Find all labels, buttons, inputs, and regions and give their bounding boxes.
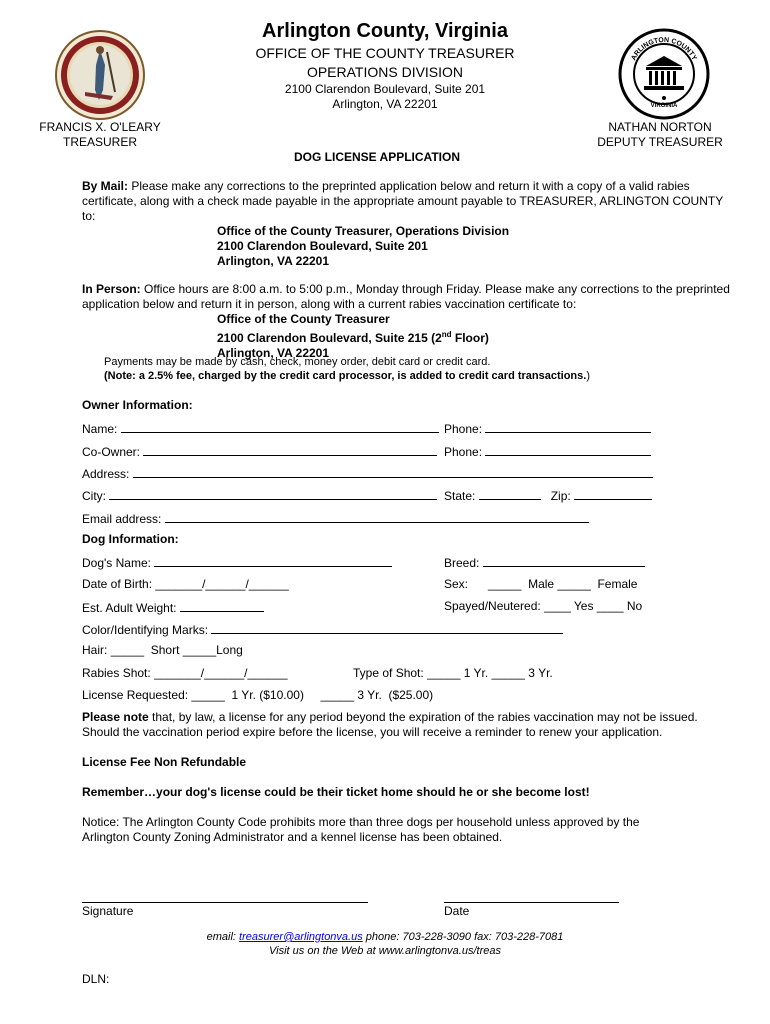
footer-contact: email: treasurer@arlingtonva.us phone: 703-228-3090 fax: 703-228-7081 bbox=[206, 931, 564, 943]
division-name: OPERATIONS DIVISION bbox=[306, 64, 464, 80]
credit-card-fee-note: (Note: a 2.5% fee, charged by the credit card processor, is added to credit card transactions.) bbox=[104, 370, 590, 382]
in-person-address-line3: Arlington, VA 22201 bbox=[217, 346, 330, 360]
seal-top-text: ARLINGTON COUNTY bbox=[630, 36, 698, 62]
in-person-label: In Person: bbox=[82, 282, 141, 296]
by-mail-paragraph bbox=[82, 179, 732, 224]
owner-phone-row: Phone: bbox=[444, 420, 651, 436]
license-1yr-option[interactable]: _____ 1 Yr. ($10.00) bbox=[191, 688, 304, 702]
header-address-line2: Arlington, VA 22201 bbox=[332, 97, 438, 111]
sex-row: Sex: _____ Male _____ Female bbox=[444, 577, 638, 591]
dog-name-row: Dog's Name: bbox=[82, 554, 392, 570]
footer-web: Visit us on the Web at www.arlingtonva.us/treas bbox=[269, 945, 501, 957]
weight-field[interactable] bbox=[180, 599, 264, 612]
deputy-name: NATHAN NORTON bbox=[608, 120, 712, 134]
spayed-row: Spayed/Neutered: ____ Yes ____ No bbox=[444, 599, 643, 613]
mail-address-line3: Arlington, VA 22201 bbox=[217, 254, 330, 268]
license-3yr-option[interactable]: _____ 3 Yr. ($25.00) bbox=[320, 688, 434, 702]
address-row: Address: bbox=[82, 465, 653, 481]
state-zip-row: State: Zip: bbox=[444, 487, 652, 503]
in-person-address-line1: Office of the County Treasurer bbox=[217, 312, 390, 326]
shot-type-row: Type of Shot: _____ 1 Yr. _____ 3 Yr. bbox=[353, 666, 553, 680]
weight-row: Est. Adult Weight: bbox=[82, 599, 264, 615]
owner-info-heading: Owner Information: bbox=[82, 398, 193, 412]
date-label: Date bbox=[444, 904, 470, 918]
remember-note: Remember…your dog's license could be their ticket home should he or she become lost! bbox=[82, 785, 590, 799]
spayed-no-option[interactable]: ____ No bbox=[596, 599, 643, 613]
office-name: OFFICE OF THE COUNTY TREASURER bbox=[255, 45, 515, 61]
header-address-line1: 2100 Clarendon Boulevard, Suite 201 bbox=[284, 82, 486, 96]
breed-field[interactable] bbox=[483, 554, 645, 567]
hair-short-option[interactable]: _____ Short bbox=[110, 643, 180, 657]
in-person-address-line2: 2100 Clarendon Boulevard, Suite 215 (2nd Floor) bbox=[217, 330, 489, 345]
signature-line[interactable] bbox=[82, 902, 368, 903]
breed-row: Breed: bbox=[444, 554, 645, 570]
page-title: Arlington County, Virginia bbox=[262, 20, 508, 42]
hair-long-option[interactable]: _____Long bbox=[182, 643, 243, 657]
sex-male-option[interactable]: _____ Male bbox=[488, 577, 555, 591]
by-mail-text: Please make any corrections to the preprinted application below and return it with a copy of a valid rabies certificate, along with a check made payable in the appropriate amount payable to TREASURER, ARLINGTON COUNTY to: bbox=[82, 179, 723, 223]
mail-address-block bbox=[217, 224, 509, 269]
in-person-text: Office hours are 8:00 a.m. to 5:00 p.m., Monday through Friday. Please make any corrections to the preprinted application below and return it in person, along with a current rabies vaccination certificate to: bbox=[82, 282, 730, 311]
form-title: DOG LICENSE APPLICATION bbox=[293, 150, 460, 164]
in-person-paragraph bbox=[82, 282, 732, 312]
coowner-row: Co-Owner: bbox=[82, 443, 437, 459]
coowner-phone-row: Phone: bbox=[444, 443, 651, 459]
in-person-address-block bbox=[217, 312, 489, 361]
signature-label: Signature bbox=[82, 904, 134, 918]
dob-field[interactable]: _______/______/______ bbox=[155, 577, 289, 591]
rabies-date-field[interactable]: _______/______/______ bbox=[154, 666, 288, 680]
shot-1yr-option[interactable]: _____ 1 Yr. bbox=[427, 666, 489, 680]
treasurer-email-link[interactable]: treasurer@arlingtonva.us bbox=[239, 931, 363, 943]
by-mail-label: By Mail: bbox=[82, 179, 129, 193]
sex-female-option[interactable]: _____ Female bbox=[557, 577, 638, 591]
dln-label: DLN: bbox=[82, 972, 110, 986]
zip-field[interactable] bbox=[574, 487, 652, 500]
non-refundable-note: License Fee Non Refundable bbox=[82, 755, 247, 769]
state-field[interactable] bbox=[479, 487, 541, 500]
date-line[interactable] bbox=[444, 902, 619, 903]
coowner-phone-field[interactable] bbox=[485, 443, 651, 456]
mail-address-line1: Office of the County Treasurer, Operations Division bbox=[217, 224, 510, 238]
dog-info-heading: Dog Information: bbox=[82, 532, 179, 546]
owner-name-row: Name: bbox=[82, 420, 439, 436]
treasurer-name: FRANCIS X. O'LEARY bbox=[39, 120, 161, 134]
email-field[interactable] bbox=[165, 510, 589, 523]
city-row: City: bbox=[82, 487, 437, 503]
dob-row: Date of Birth: _______/______/______ bbox=[82, 577, 289, 591]
license-row: License Requested: _____ 1 Yr. ($10.00) _____ 3 Yr. ($25.00) bbox=[82, 688, 434, 702]
spayed-yes-option[interactable]: ____ Yes bbox=[544, 599, 594, 613]
coowner-name-field[interactable] bbox=[143, 443, 437, 456]
city-field[interactable] bbox=[109, 487, 437, 500]
seal-bottom-text: VIRGINIA bbox=[650, 103, 678, 109]
email-row: Email address: bbox=[82, 510, 589, 526]
mail-address-line2: 2100 Clarendon Boulevard, Suite 201 bbox=[217, 239, 428, 253]
address-field[interactable] bbox=[133, 465, 653, 478]
notice-paragraph: Notice: The Arlington County Code prohibits more than three dogs per household unless approved by the Arlington County Zoning Administrator and a kennel license has been obtained. bbox=[82, 815, 640, 844]
please-note-paragraph: Please note that, by law, a license for any period beyond the expiration of the rabies vaccination may not be issued. Should the vaccination period expire before the license, you will receive a reminder to renew your application. bbox=[82, 710, 698, 739]
payments-note: Payments may be made by cash, check, money order, debit card or credit card. bbox=[104, 356, 491, 368]
deputy-block bbox=[580, 120, 740, 150]
hair-row: Hair: _____ Short _____Long bbox=[82, 643, 243, 657]
rabies-row: Rabies Shot: _______/______/______ bbox=[82, 666, 288, 680]
deputy-title: DEPUTY TREASURER bbox=[597, 135, 723, 149]
dog-name-field[interactable] bbox=[154, 554, 392, 567]
shot-3yr-option[interactable]: _____ 3 Yr. bbox=[491, 666, 553, 680]
treasurer-title: TREASURER bbox=[62, 135, 137, 149]
marks-field[interactable] bbox=[211, 621, 563, 634]
owner-phone-field[interactable] bbox=[485, 420, 651, 433]
owner-name-field[interactable] bbox=[121, 420, 439, 433]
treasurer-block bbox=[30, 120, 170, 150]
marks-row: Color/Identifying Marks: bbox=[82, 621, 563, 637]
